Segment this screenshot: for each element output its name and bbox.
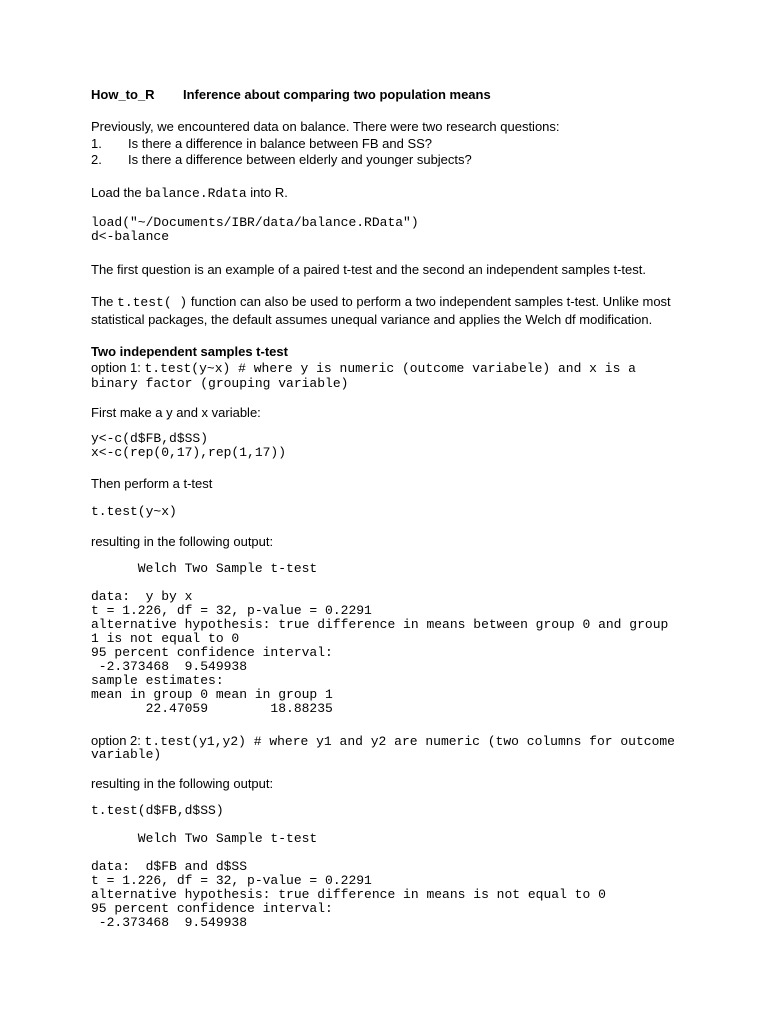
make-vars-code-block: y<-c(d$FB,d$SS) x<-c(rep(0,17),rep(1,17)): [91, 431, 287, 460]
question-text: Is there a difference in balance between FB and SS?: [128, 136, 433, 151]
header-title: Inference about comparing two population means: [183, 87, 491, 102]
option-1-label: option 1:: [91, 360, 145, 375]
load-code-block: load("~/Documents/IBR/data/balance.RData") d<-balance: [91, 215, 419, 244]
ttest-paragraph-line-2: statistical packages, the default assumes unequal variance and applies the Welch df modification.: [91, 312, 653, 327]
load-instruction: [91, 184, 288, 202]
option-2-line-1: [91, 732, 675, 750]
ttest-inline-code: t.test( ): [117, 295, 188, 310]
ttest-paragraph-line-1: [91, 293, 671, 311]
option-1-line-2: binary factor (grouping variable): [91, 376, 349, 391]
option-1-code: t.test(y~x) # where y is numeric (outcome variabele) and x is a: [144, 361, 636, 376]
load-suffix: into R.: [246, 185, 288, 200]
first-question-paragraph: The first question is an example of a paired t-test and the second an independent samples t-test.: [91, 262, 646, 277]
output-block-2: Welch Two Sample t-test data: d$FB and d$SS t = 1.226, df = 32, p-value = 0.2291 alternative hypothesis: true difference in means is not equal to 0 95 percent confidence interval: -2.373468 9.549938: [91, 831, 606, 930]
question-number: 2.: [91, 152, 102, 167]
intro-paragraph: Previously, we encountered data on balance. There were two research questions:: [91, 119, 560, 134]
load-inline-code: balance.Rdata: [145, 186, 247, 201]
result-text-1: resulting in the following output:: [91, 534, 274, 549]
ttest-prefix: The: [91, 294, 118, 309]
section-heading: Two independent samples t-test: [91, 344, 288, 359]
option-2-call: t.test(d$FB,d$SS): [91, 803, 224, 818]
result-text-2: resulting in the following output:: [91, 776, 274, 791]
make-vars-text: First make a y and x variable:: [91, 405, 261, 420]
question-text: Is there a difference between elderly and younger subjects?: [128, 152, 472, 167]
perform-code: t.test(y~x): [91, 504, 177, 519]
option-2-code: t.test(y1,y2) # where y1 and y2 are numeric (two columns for outcome: [144, 734, 675, 749]
load-prefix: Load the: [91, 185, 146, 200]
output-block-1: Welch Two Sample t-test data: y by x t = 1.226, df = 32, p-value = 0.2291 alternative hypothesis: true difference in means between group 0 and group 1 is not equal to 0 95 percent confidence interval: -2.373468 9.549938 sample estimates: mean in group 0 mean in group 1 22.47059 18.88235: [91, 561, 669, 716]
option-2-label: option 2:: [91, 733, 145, 748]
question-number: 1.: [91, 136, 102, 151]
option-2-line-2: variable): [91, 747, 162, 762]
question-item-1: [91, 135, 432, 152]
header-label: How_to_R: [91, 87, 155, 102]
document-header: [91, 86, 491, 103]
question-item-2: [91, 151, 472, 168]
ttest-suffix: function can also be used to perform a two independent samples t-test. Unlike most: [187, 294, 671, 309]
perform-text: Then perform a t-test: [91, 476, 213, 491]
